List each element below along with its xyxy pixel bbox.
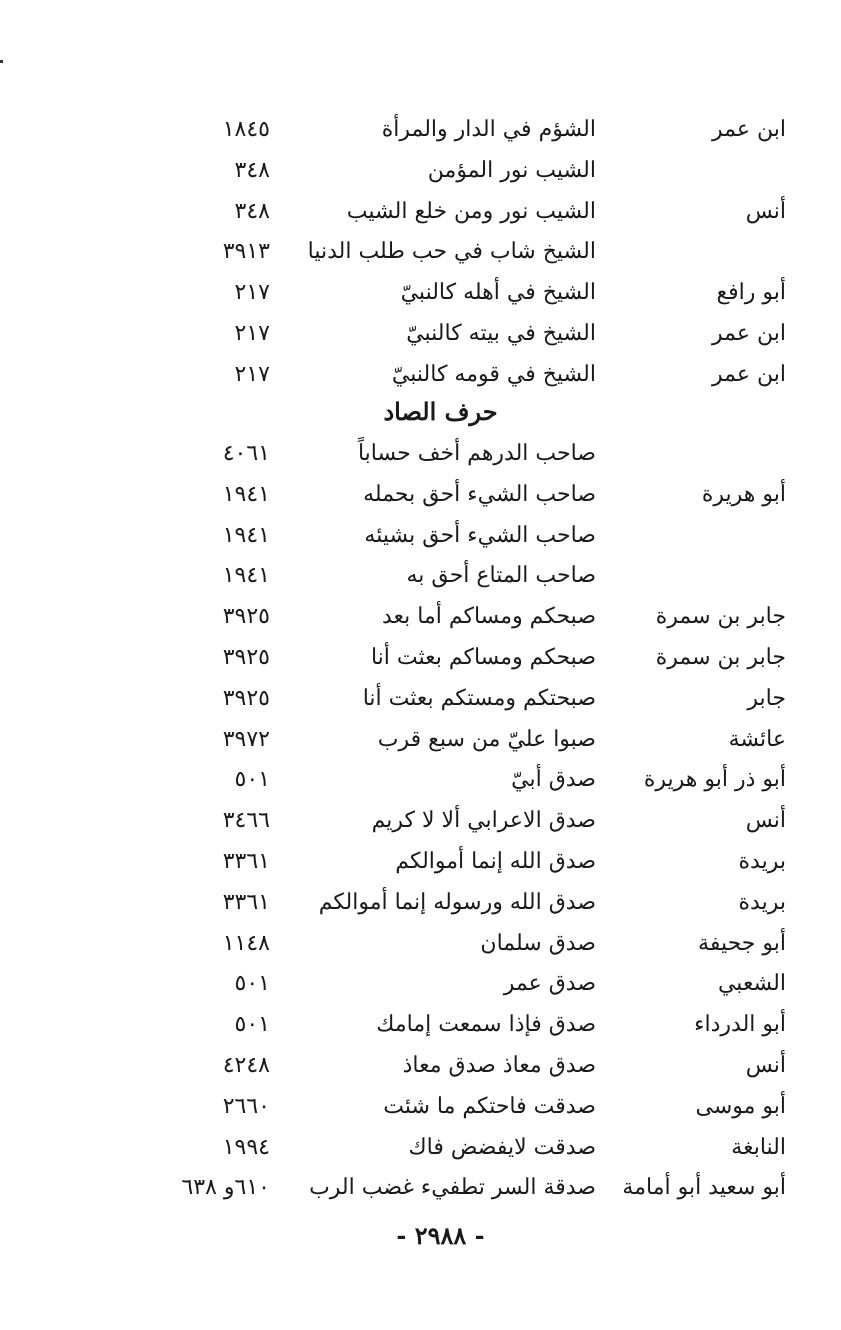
- hadith-opening: صاحب الشيء أحق بحمله: [363, 481, 596, 507]
- index-row: [0, 1046, 841, 1086]
- hadith-number: ١٩٤١: [222, 563, 270, 589]
- narrator-name: أبو موسى: [695, 1093, 786, 1119]
- narrator-name: ابن عمر: [712, 117, 786, 142]
- narrator-name: عائشة: [728, 726, 786, 752]
- section-heading: حرف الصاد: [383, 397, 498, 426]
- index-row: [0, 110, 841, 150]
- narrator-name: أبو رافع: [716, 280, 786, 306]
- hadith-opening: الشؤم في الدار والمرأة: [381, 117, 596, 142]
- narrator-name: الشعبي: [717, 971, 786, 997]
- hadith-number: ٦١٠و ٦٣٨: [181, 1175, 270, 1201]
- hadith-number: ٣٩٢٥: [222, 645, 270, 670]
- hadith-number: ٣٤٨: [234, 157, 270, 183]
- hadith-number: ١٩٤١: [222, 481, 270, 507]
- narrator-name: جابر بن سمرة: [655, 645, 786, 670]
- index-row: [0, 842, 841, 882]
- narrator-name: ابن عمر: [712, 321, 786, 346]
- narrator-name: جابر: [747, 685, 786, 711]
- hadith-opening: صدقة السر تطفيء غضب الرب: [309, 1175, 596, 1201]
- hadith-number: ٣٣٦١: [222, 889, 270, 915]
- index-row: [0, 638, 841, 678]
- hadith-opening: الشيخ في أهله كالنبيّ: [400, 280, 596, 306]
- hadith-number: ٣٩١٣: [222, 239, 270, 265]
- index-row: [0, 273, 841, 313]
- index-row: [0, 597, 841, 637]
- hadith-opening: صبوا عليّ من سبع قرب: [377, 726, 596, 752]
- narrator-name: أنس: [745, 1053, 786, 1078]
- hadith-opening: صاحب الشيء أحق بشيئه: [364, 522, 596, 548]
- narrator-name: أبو ذر أبو هريرة: [643, 767, 786, 793]
- hadith-opening: صدق الاعرابي ألا لا كريم: [371, 808, 596, 834]
- index-row: [0, 1128, 841, 1168]
- hadith-opening: الشيب نور ومن خلع الشيب: [346, 198, 596, 224]
- hadith-number: ١٩٩٤: [222, 1134, 270, 1160]
- scan-mark: [0, 60, 3, 63]
- page-number: - ٢٩٨٨ -: [396, 1221, 485, 1250]
- index-row: [0, 516, 841, 556]
- index-row: [0, 720, 841, 760]
- narrator-name: أبو الدرداء: [694, 1012, 786, 1038]
- hadith-opening: صدق أبيّ: [511, 767, 596, 793]
- hadith-opening: صدق الله إنما أموالكم: [395, 849, 596, 874]
- index-row: [0, 801, 841, 841]
- hadith-opening: صدق معاذ صدق معاذ: [402, 1053, 596, 1078]
- hadith-opening: الشيخ شاب في حب طلب الدنيا: [307, 239, 596, 265]
- hadith-number: ٣٩٧٢: [222, 726, 270, 752]
- hadith-number: ٥٠١: [234, 1012, 270, 1038]
- narrator-name: النابغة: [731, 1134, 786, 1160]
- hadith-opening: صدقت فاحتكم ما شئت: [383, 1093, 596, 1119]
- hadith-opening: صدق عمر: [503, 971, 596, 997]
- hadith-opening: الشيب نور المؤمن: [427, 157, 596, 183]
- index-row: [0, 192, 841, 232]
- index-row: [0, 679, 841, 719]
- index-row: [0, 924, 841, 964]
- hadith-opening: صبحكم ومساكم أما بعد: [381, 604, 596, 630]
- hadith-number: ٣٣٦١: [222, 849, 270, 874]
- hadith-opening: صبحكم ومساكم بعثت أنا: [370, 645, 596, 670]
- hadith-opening: صاحب الدرهم أخف حساباً: [357, 441, 596, 466]
- narrator-name: بريدة: [738, 849, 786, 874]
- hadith-number: ٢٦٦٠: [222, 1093, 270, 1119]
- narrator-name: أنس: [745, 198, 786, 224]
- narrator-name: أبو سعيد أبو أمامة: [622, 1175, 786, 1201]
- hadith-number: ٢١٧: [234, 361, 270, 387]
- index-row: [0, 1087, 841, 1127]
- narrator-name: جابر بن سمرة: [655, 604, 786, 630]
- hadith-opening: صدق الله ورسوله إنما أموالكم: [318, 889, 596, 915]
- index-row: [0, 1005, 841, 1045]
- index-row: [0, 434, 841, 474]
- hadith-number: ٤٢٤٨: [222, 1053, 270, 1078]
- hadith-number: ٣٩٢٥: [222, 685, 270, 711]
- index-row: [0, 556, 841, 596]
- index-row: [0, 964, 841, 1004]
- index-row: [0, 1168, 841, 1208]
- narrator-name: أبو جحيفة: [698, 930, 786, 956]
- narrator-name: بريدة: [738, 889, 786, 915]
- index-row: [0, 883, 841, 923]
- narrator-name: أبو هريرة: [701, 481, 786, 507]
- hadith-number: ٥٠١: [234, 971, 270, 997]
- hadith-number: ٣٤٨: [234, 198, 270, 224]
- hadith-number: ٢١٧: [234, 321, 270, 346]
- hadith-number: ٢١٧: [234, 280, 270, 306]
- hadith-number: ١٩٤١: [222, 522, 270, 548]
- narrator-name: ابن عمر: [712, 361, 786, 387]
- hadith-opening: الشيخ في بيته كالنبيّ: [406, 321, 596, 346]
- index-row: [0, 760, 841, 800]
- index-row: [0, 475, 841, 515]
- hadith-number: ٣٩٢٥: [222, 604, 270, 630]
- hadith-number: ١١٤٨: [222, 930, 270, 956]
- index-row: [0, 355, 841, 395]
- hadith-opening: الشيخ في قومه كالنبيّ: [391, 361, 596, 387]
- hadith-opening: صدقت لايفضض فاك: [408, 1134, 596, 1160]
- hadith-number: ٥٠١: [234, 767, 270, 793]
- hadith-opening: صاحب المتاع أحق به: [406, 563, 596, 589]
- index-row: [0, 314, 841, 354]
- index-row: [0, 151, 841, 191]
- hadith-opening: صبحتكم ومستكم بعثت أنا: [362, 685, 596, 711]
- hadith-opening: صدق فإذا سمعت إمامك: [376, 1012, 596, 1038]
- hadith-number: ٣٤٦٦: [222, 808, 270, 834]
- narrator-name: أنس: [745, 808, 786, 834]
- hadith-number: ١٨٤٥: [222, 117, 270, 142]
- hadith-opening: صدق سلمان: [480, 930, 596, 956]
- hadith-number: ٤٠٦١: [222, 441, 270, 466]
- index-row: [0, 232, 841, 272]
